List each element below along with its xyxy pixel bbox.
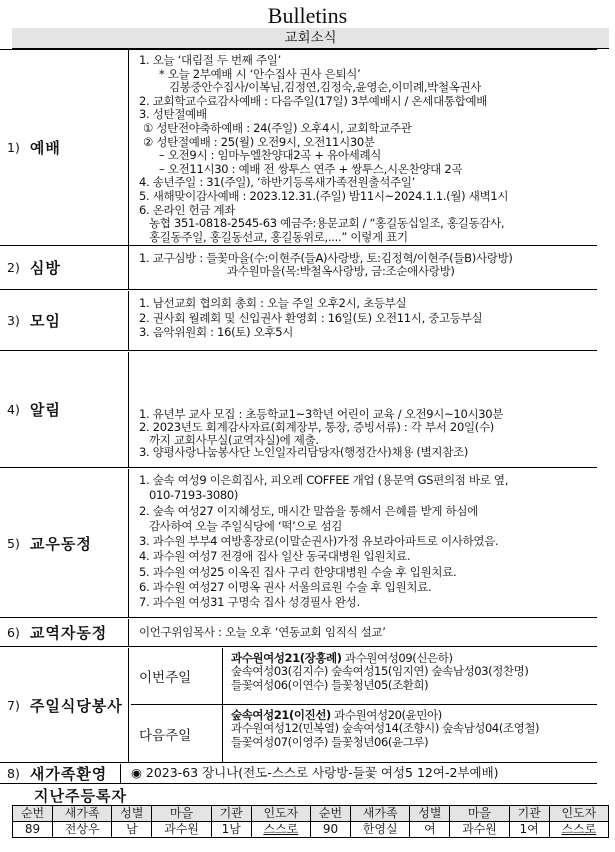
content-line: ② 성탄절예배 : 25(월) 오전9시, 오전11시30분 <box>143 134 375 149</box>
content-line: 4. 과수원 여성7 전경애 집사 일산 동국대병원 입원치료. <box>139 549 411 564</box>
column-header: 순번 <box>310 806 350 822</box>
section-visitation <box>0 246 597 290</box>
section-title: 주일식당봉사 <box>29 696 123 715</box>
page-title: Bulletins <box>267 3 348 28</box>
section-pastor-news <box>0 619 597 647</box>
content-line: 홍길동주일, 홍길동선교, 홍길동위로,....” 이렇게 표기 <box>149 229 408 244</box>
content-line: 까지 교회사무실(교역자실)에 제출. <box>149 432 319 447</box>
table-cell: 전상우 <box>53 822 112 838</box>
section-title: 알림 <box>29 401 61 419</box>
content-line: 김봉중안수집사/이복님,김정연,김정숙,윤영순,이미례,박철옥권사 <box>169 80 482 95</box>
content-line: 6. 과수원 여성27 이명옥 권사 서울의료원 수술 후 입원치료. <box>139 580 432 595</box>
content-line: 6. 온라인 헌금 계좌 <box>139 202 236 217</box>
section-meetings <box>0 291 597 351</box>
section-title: 심방 <box>29 259 61 277</box>
section-title: 새가족환영 <box>29 765 108 783</box>
next-week-service <box>131 704 597 763</box>
table-header-row <box>13 806 609 822</box>
table-cell: 과수원 <box>450 822 509 838</box>
content-line: 2. 숲속 여성27 이지혜성도, 매시간 말씀을 통해서 은혜를 받게 하심에 <box>139 503 478 518</box>
this-week-label: 이번주일 <box>131 648 223 704</box>
volunteer-line: 들꽃여성07(이영주) 들꽃청년06(윤그루) <box>231 734 429 749</box>
section-number: 3) <box>7 313 20 328</box>
volunteer-line: 숲속여성03(김지수) 숲속여성15(임지연) 숲속남성03(정찬명) <box>231 664 529 679</box>
column-header: 마을 <box>152 806 211 822</box>
volunteer-line: 들꽃여성06(이연수) 들꽃청년05(조환희) <box>231 677 429 692</box>
content-line: 1. 남선교회 협의회 총회 : 오늘 주일 오후2시, 초등부실 <box>139 296 407 310</box>
section-title: 교우동정 <box>29 534 92 553</box>
content-line: 4. 송년주일 : 31(주일), ‘하반기등록새가족전원출석주일’ <box>139 175 416 190</box>
content-line: 2. 권사회 월례회 및 신입권사 환영회 : 16일(토) 오전11시, 중고등부실 <box>139 310 483 325</box>
section-content <box>131 469 597 617</box>
content-line: * 오늘 2부예배 시 ‘안수집사 권사 은퇴식’ <box>159 66 361 81</box>
section-number: 5) <box>7 535 20 551</box>
section-cafeteria-service <box>0 648 597 763</box>
next-week-label: 다음주일 <box>131 705 223 763</box>
registrants-table <box>12 805 609 838</box>
section-number: 6) <box>7 625 20 640</box>
section-member-news <box>0 469 597 618</box>
content-line: 3. 성탄절예배 <box>139 107 207 122</box>
section-new-family <box>0 764 597 784</box>
content-line: 2. 2023년도 회계감사자료(회계장부, 통장, 증빙서류) : 각 부서 20일(수) <box>139 419 494 434</box>
table-cell: 여 <box>410 822 450 838</box>
content-line: 감사하여 오늘 주일식당에 ‘떡’으로 섬김 <box>149 518 343 533</box>
section-number: 7) <box>7 697 20 713</box>
column-header: 새가족 <box>53 806 112 822</box>
section-content <box>131 246 597 289</box>
content-line: ◉ 2023-63 장니나(전도-스스로 사랑방-들꽃 여성5 12여-2부예배) <box>131 765 499 780</box>
column-header: 새가족 <box>351 806 410 822</box>
section-title: 교역자동정 <box>29 624 108 642</box>
column-header: 마을 <box>450 806 509 822</box>
content-line: 3. 과수원 부부4 여방홍장로(이말순권사)가정 유보라아파트로 이사하였음. <box>139 534 499 549</box>
content-line: 이언구위임목사 : 오늘 오후 ‘연동교회 임직식 설교’ <box>139 625 386 639</box>
section-banner: 교회소식 <box>12 28 609 49</box>
section-title: 모임 <box>29 312 61 330</box>
content-line: 2. 교회학교수료감사예배 : 다음주일(17일) 3부예배시 / 온세대통합예배 <box>139 93 488 108</box>
content-line: 3. 음악위원회 : 16(토) 오후5시 <box>139 325 294 339</box>
section-content <box>131 352 597 467</box>
content-line: 농협 351-0818-2545-63 예금주:용문교회 / “홍길동십일조, 홍길동감사, <box>149 216 505 231</box>
lead-volunteer: 숲속여성21(이진선) <box>231 708 331 722</box>
section-number: 1) <box>7 140 20 155</box>
section-label <box>0 764 121 783</box>
content-line: – 오전9시 : 임마누엘찬양대2곡 + 유아세례식 <box>159 148 382 163</box>
table-cell: 1남 <box>211 822 251 838</box>
volunteer-line: 과수원여성12(민복열) 숲속여성14(조향시) 숲속남성04(조영철) <box>231 721 540 736</box>
column-header: 순번 <box>13 806 53 822</box>
column-header: 기관 <box>211 806 251 822</box>
section-worship <box>0 49 597 246</box>
section-label <box>0 50 129 245</box>
column-header: 인도자 <box>251 806 310 822</box>
content-line: 1. 오늘 ‘대림절 두 번째 주일’ <box>139 53 281 67</box>
table-cell: 90 <box>310 822 350 838</box>
section-label <box>0 352 129 467</box>
content-line: – 오전11시30 : 예배 전 쌍투스 연주 + 쌍투스,시온찬양대 2곡 <box>159 161 463 176</box>
volunteer: 과수원여성20(윤민아) <box>334 708 442 722</box>
section-announcements <box>0 352 597 468</box>
section-number: 2) <box>7 260 20 275</box>
table-cell: 1여 <box>509 822 549 838</box>
this-week-volunteers <box>225 648 597 704</box>
content-line: 1. 숲속 여성9 이은희집사, 피오레 COFFEE 개업 (용문역 GS편의점 바로 옆, <box>139 473 509 487</box>
column-header: 기관 <box>509 806 549 822</box>
content-line: 1. 유년부 교사 모집 : 초등학교1~3학년 어린이 교육 / 오전9시~10시30분 <box>139 407 504 421</box>
section-number: 8) <box>7 766 20 781</box>
table-row <box>13 822 609 838</box>
table-cell: 과수원 <box>152 822 211 838</box>
table-cell: 스스로 <box>251 822 310 838</box>
content-line: 010-7193-3080) <box>149 488 239 503</box>
section-content <box>131 619 597 646</box>
section-content <box>131 50 597 245</box>
section-label <box>0 246 129 289</box>
registrants-title: 지난주등록자 <box>34 787 127 805</box>
content-line: 1. 교구심방 : 들꽃마을(수:이현주(들A)사랑방, 토:김정혁/이현주(들B)사랑방) <box>139 251 513 265</box>
table-cell: 스스로 <box>549 822 608 838</box>
content-line: 7. 과수원 여성31 구명숙 집사 성경필사 완성. <box>139 595 360 610</box>
column-header: 인도자 <box>549 806 608 822</box>
next-week-volunteers <box>225 705 597 763</box>
table-cell: 89 <box>13 822 53 838</box>
section-label <box>0 648 129 762</box>
section-label <box>0 291 129 350</box>
table-cell: 남 <box>112 822 152 838</box>
section-title: 예배 <box>29 139 61 157</box>
column-header: 성별 <box>410 806 450 822</box>
lead-volunteer: 과수원여성21(장홍례) <box>231 651 342 665</box>
content-line: 5. 새해맞이감사예배 : 2023.12.31.(주일) 밤11시~2024.1.1.(월) 새벽1시 <box>139 188 509 203</box>
section-label <box>0 619 129 646</box>
this-week-service <box>131 648 597 704</box>
section-number: 4) <box>7 402 20 417</box>
column-header: 성별 <box>112 806 152 822</box>
section-content <box>123 764 597 783</box>
content-line: ① 성탄전야축하예배 : 24(주일) 오후4시, 교회학교주관 <box>143 120 412 135</box>
section-content <box>131 291 597 350</box>
volunteer: 과수원여성09(신은하) <box>344 651 453 665</box>
content-line: 3. 양평사랑나눔봉사단 노인일자리담당자(행정간사)채용 (별지참조) <box>139 445 469 460</box>
content-line: 과수원마을(목:박철옥사랑방, 금:조순애사랑방) <box>227 264 455 279</box>
content-line: 5. 과수원 여성25 이옥진 집사 구리 한양대병원 수술 후 입원치료. <box>139 564 457 579</box>
section-label <box>0 469 129 617</box>
table-cell: 한영실 <box>351 822 410 838</box>
